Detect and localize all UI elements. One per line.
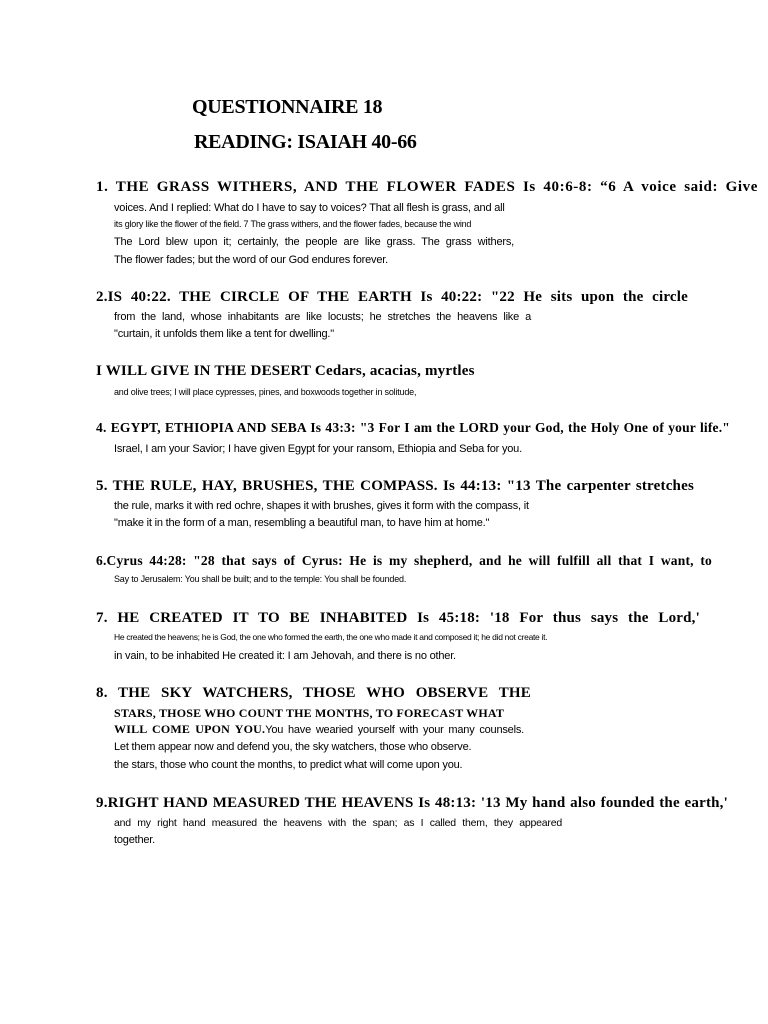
item-2-line-2: "curtain, it unfolds them like a tent for dwelling." [114,328,334,340]
item-9-heading: 9.RIGHT HAND MEASURED THE HEAVENS Is 48:13: '13 My hand also founded the earth,' [96,795,728,811]
document-title: QUESTIONNAIRE 18 [192,96,383,118]
document-subtitle: READING: ISAIAH 40-66 [194,131,417,153]
item-8-line-1: Let them appear now and defend you, the sky watchers, those who observe. [114,741,472,753]
item-1-line-1: voices. And I replied: What do I have to say to voices? That all flesh is grass, and all [114,202,505,214]
item-8-sub-heading-1: STARS, THOSE WHO COUNT THE MONTHS, TO FORECAST WHAT [114,706,505,720]
item-5-line-2: "make it in the form of a man, resembling a beautiful man, to have him at home." [114,517,490,529]
item-2-heading: 2.IS 40:22. THE CIRCLE OF THE EARTH Is 40:22: "22 He sits upon the circle [96,289,688,305]
item-6-line-1: Say to Jerusalem: You shall be built; and to the temple: You shall be founded. [114,574,407,584]
item-7-line-2: in vain, to be inhabited He created it: I am Jehovah, and there is no other. [114,650,456,662]
item-4-heading: 4. EGYPT, ETHIOPIA AND SEBA Is 43:3: "3 For I am the LORD your God, the Holy One of your life." [96,420,730,435]
item-1-line-3: The Lord blew upon it; certainly, the people are like grass. The grass withers, [114,236,514,248]
item-7-heading: 7. HE CREATED IT TO BE INHABITED Is 45:18: '18 For thus says the Lord,' [96,610,700,626]
item-8-sub-heading-2-tail: You have wearied yourself with your many counsels. [265,724,524,736]
item-3-heading: I WILL GIVE IN THE DESERT Cedars, acacias, myrtles [96,363,475,379]
item-9-line-2: together. [114,834,156,846]
item-8-heading: 8. THE SKY WATCHERS, THOSE WHO OBSERVE THE [96,685,531,701]
item-1-line-2: its glory like the flower of the field. 7 The grass withers, and the flower fades, because the wind [114,219,472,229]
item-2-line-1: from the land, whose inhabitants are like locusts; he stretches the heavens like a [114,311,531,323]
item-9-line-1: and my right hand measured the heavens with the span; as I called them, they appeared [114,817,562,829]
item-6-heading: 6.Cyrus 44:28: "28 that says of Cyrus: He is my shepherd, and he will fulfill all that I want, to [96,553,712,568]
item-5-heading: 5. THE RULE, HAY, BRUSHES, THE COMPASS. Is 44:13: "13 The carpenter stretches [96,478,694,494]
item-4-line-1: Israel, I am your Savior; I have given Egypt for your ransom, Ethiopia and Seba for you. [114,443,522,455]
item-1-line-4: The flower fades; but the word of our God endures forever. [114,254,388,266]
item-1-heading: 1. THE GRASS WITHERS, AND THE FLOWER FADES Is 40:6-8: “6 A voice said: Give [96,179,758,195]
item-8-sub-heading-2-bold: WILL COME UPON YOU. [114,722,266,736]
item-8-sub-heading-2 [114,722,524,737]
item-5-line-1: the rule, marks it with red ochre, shapes it with brushes, gives it form with the compass, it [114,500,529,512]
item-3-line-1: and olive trees; I will place cypresses, pines, and boxwoods together in solitude, [114,387,417,397]
item-7-line-1: He created the heavens; he is God, the one who formed the earth, the one who made it and composed it; he did not create it. [114,632,548,642]
item-8-line-2: the stars, those who count the months, to predict what will come upon you. [114,759,463,771]
